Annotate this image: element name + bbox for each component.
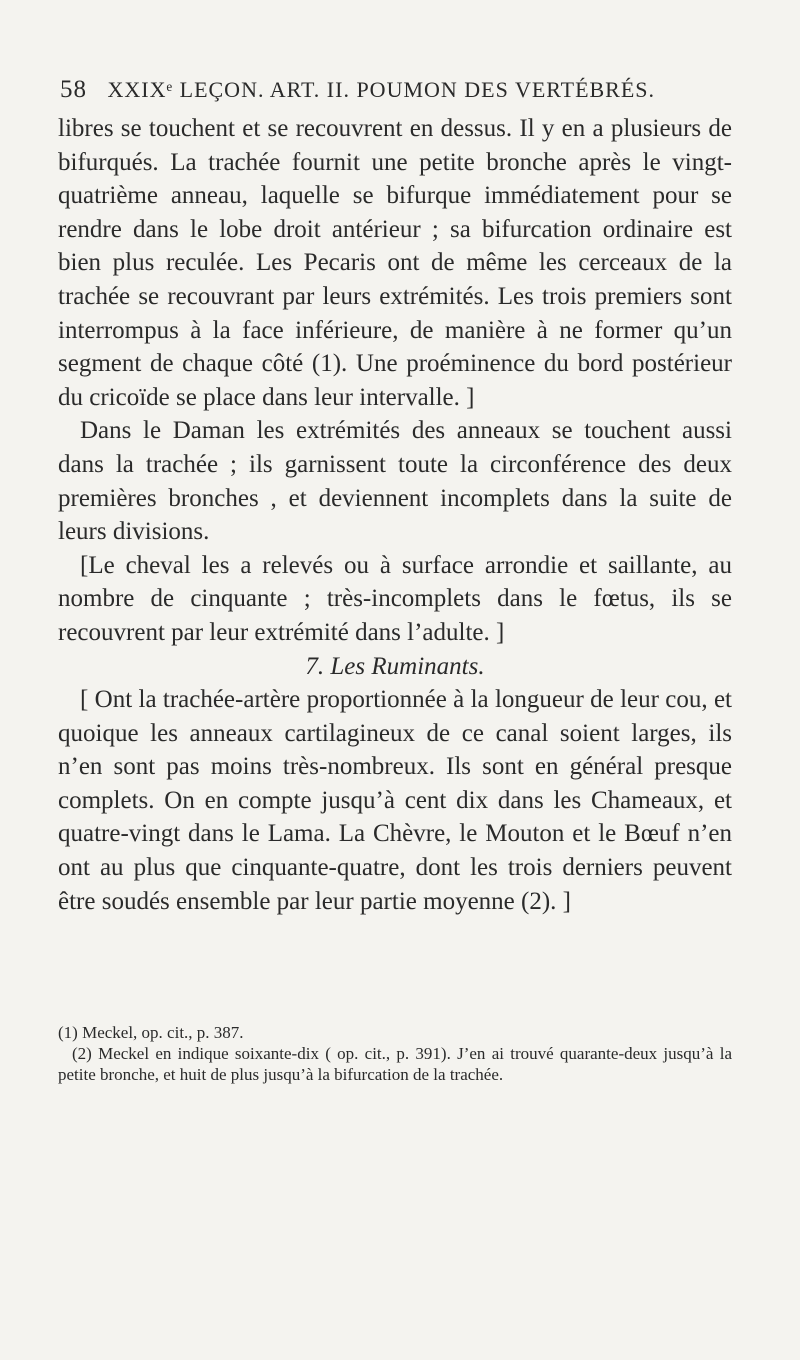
main-text (58, 112, 732, 918)
section-title: 7. Les Ruminants. (305, 652, 485, 680)
footnote: (2) Meckel en indique soixante-dix ( op. cit., p. 391). J’en ai trouvé quarante-deux jusqu’à la petite bronche, et huit de plus jusqu’à la bifurcation de la trachée. (58, 1044, 732, 1084)
paragraph: [ Ont la trachée-artère proportionnée à la longueur de leur cou, et quoique les anneaux cartilagineux de ce canal soient larges, ils n’en sont pas moins très-nombreux. Ils sont en général presque complets. On en compte jusqu’à cent dix dans les Chameaux, et quatre-vingt dans le Lama. La Chèvre, le Mouton et le Bœuf n’en ont au plus que cinquante-quatre, dont les trois derniers peuvent être soudés ensemble par leur partie moyenne (2). ] (58, 686, 732, 915)
paragraph: Dans le Daman les extrémités des anneaux se touchent aussi dans la trachée ; ils garnissent toute la circonférence des deux premières bronches , et deviennent incomplets dans la suite de leurs divisions. (58, 417, 732, 546)
footnotes (58, 1022, 732, 1085)
page-number: 58 (60, 76, 87, 103)
running-title: XXIXᵉ LEÇON. ART. II. POUMON DES VERTÉBRÉS. (107, 77, 656, 102)
paragraph: libres se touchent et se recouvrent en dessus. Il y en a plusieurs de bifurqués. La trachée fournit une petite bronche après le vingt-quatrième anneau, laquelle se bifurque immédiatement pour se rendre dans le lobe droit antérieur ; sa bifurcation ordinaire est bien plus reculée. Les Pecaris ont de même les cerceaux de la trachée se recouvrant par leurs extrémités. Les trois premiers sont interrompus à la face inférieure, de manière à ne former qu’un segment de chaque côté (1). Une proéminence du bord postérieur du cricoïde se place dans leur intervalle. ] (58, 115, 732, 411)
paragraph: [Le cheval les a relevés ou à surface arrondie et saillante, au nombre de cinquante ; très-incomplets dans le fœtus, ils se recouvrent par leur extrémité dans l’adulte. ] (58, 551, 732, 646)
footnote: (1) Meckel, op. cit., p. 387. (58, 1023, 244, 1042)
running-header (60, 76, 720, 104)
